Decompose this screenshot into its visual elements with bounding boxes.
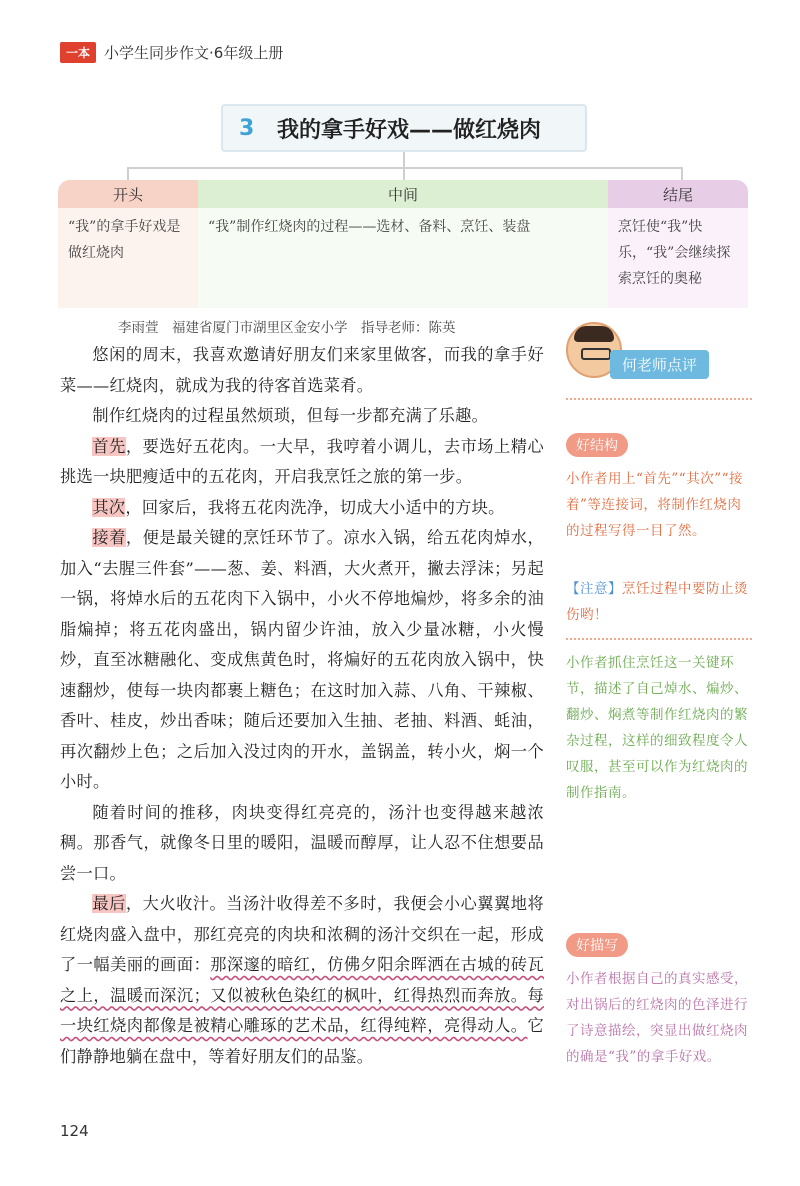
keyword-highlight: 接着 (92, 528, 126, 547)
outline-end-label: 结尾 (608, 180, 748, 208)
dotted-divider (566, 398, 752, 400)
keyword-highlight: 最后 (92, 894, 126, 913)
keyword-highlight: 其次 (92, 497, 126, 517)
tag-good-structure: 好结构 (566, 433, 628, 457)
outline-start (58, 180, 198, 308)
connector-middle (403, 167, 405, 180)
teacher-label: 何老师点评 (610, 350, 709, 379)
lesson-title: 我的拿手好戏——做红烧肉 (277, 117, 542, 143)
outline-start-label: 开头 (58, 180, 198, 208)
attention-label: 【注意】 (566, 581, 622, 597)
connector-right (681, 167, 683, 180)
outline-end (608, 180, 748, 308)
wavy-underlined-text: 那深邃的暗红，仿佛夕阳余晖洒在古城的砖瓦之上，温暖而深沉；又似被秋色染红的枫叶，红得热烈而奔放。每一块红烧肉都像是被精心雕琢的艺术品，红得纯粹，亮得动人。 (60, 955, 545, 1035)
brand-logo: 一本 (60, 42, 96, 63)
note-description: 小作者根据自己的真实感受，对出锅后的红烧肉的色泽进行了诗意描绘，突显出做红烧肉的确是“我”的拿手好戏。 (566, 971, 748, 1065)
connector-horizontal (127, 167, 683, 169)
note-process: 小作者抓住烹饪这一关键环节，描述了自己焯水、煸炒、翻炒、焖煮等制作红烧肉的繁杂过程，这样的细致程度令人叹服，甚至可以作为红烧肉的制作指南。 (566, 655, 748, 801)
note-attention (566, 576, 752, 628)
lesson-title-box (221, 104, 587, 152)
keyword-highlight: 首先 (92, 436, 126, 456)
essay-paragraph: 随着时间的推移，肉块变得红亮亮的，汤汁也变得越来越浓稠。那香气，就像冬日里的暖阳，温暖而醇厚，让人忍不住想要品尝一口。 (60, 802, 544, 883)
book-title: 小学生同步作文·6年级上册 (104, 43, 284, 62)
author-line: 李雨萱 福建省厦门市湖里区金安小学 指导老师：陈英 (118, 320, 456, 336)
outline-middle-label: 中间 (198, 180, 608, 208)
teacher-comment-header (566, 322, 698, 378)
paragraph-text: ，回家后，我将五花肉洗净，切成大小适中的方块。 (125, 497, 505, 517)
paragraph-text: 它们静静地躺在盘中，等着好朋友们的品鉴。 (60, 1016, 544, 1066)
note-structure: 小作者用上“首先”“其次”“接着”等连接词，将制作红烧肉的过程写得一目了然。 (566, 471, 744, 539)
essay-paragraph (60, 432, 544, 493)
paragraph-text: ，大火收汁。当汤汁收得差不多时，我便会小心翼翼地将红烧肉盛入盘中，那红亮亮的肉块和浓稠的汤汁交织在一起，形成了一幅美丽的画面： (60, 894, 545, 974)
lesson-number: 3 (239, 115, 255, 141)
essay-paragraph: 悠闲的周末，我喜欢邀请好朋友们来家里做客，而我的拿手好菜——红烧肉，就成为我的待客首选菜肴。 (60, 345, 544, 395)
tag-good-description: 好描写 (566, 933, 628, 957)
outline-middle (198, 180, 608, 308)
outline-end-text: 烹饪使“我”快乐，“我”会继续探索烹饪的奥秘 (608, 208, 748, 308)
connector-left (127, 167, 129, 180)
outline-middle-text: “我”制作红烧肉的过程——选材、备料、烹饪、装盘 (198, 208, 608, 308)
page-number: 124 (60, 1122, 89, 1140)
essay-paragraph (60, 493, 544, 524)
essay-paragraph (60, 523, 544, 798)
essay-body (60, 340, 544, 1072)
attention-text: 烹饪过程中要防止烫伤哟！ (566, 581, 748, 623)
dotted-divider (566, 638, 752, 640)
essay-paragraph (60, 889, 544, 1072)
essay-paragraph: 制作红烧肉的过程虽然烦琐，但每一步都充满了乐趣。 (92, 406, 489, 425)
connector-vertical (403, 152, 405, 168)
page-header (60, 40, 283, 64)
paragraph-text: ，便是最关键的烹饪环节了。凉水入锅，给五花肉焯水，加入“去腥三件套”——葱、姜、料酒，大火煮开，撇去浮沫；另起一锅，将焯水后的五花肉下入锅中，小火不停地煸炒，将多余的油脂煸掉；将五花肉盛出，锅内留少许油，放入少量冰糖，小火慢炒，直至冰糖融化、变成焦黄色时，将煸好的五花肉放入锅中，快速翻炒，使每一块肉都裹上糖色；在这时加入蒜、八角、干辣椒、香叶、桂皮，炒出香味；随后还要加入生抽、老抽、料酒、蚝油，再次翻炒上色；之后加入没过肉的开水，盖锅盖，转小火，焖一个小时。 (60, 528, 545, 791)
outline-start-text: “我”的拿手好戏是做红烧肉 (58, 208, 198, 308)
paragraph-text: ，要选好五花肉。一大早，我哼着小调儿，去市场上精心挑选一块肥瘦适中的五花肉，开启我烹饪之旅的第一步。 (60, 436, 545, 486)
